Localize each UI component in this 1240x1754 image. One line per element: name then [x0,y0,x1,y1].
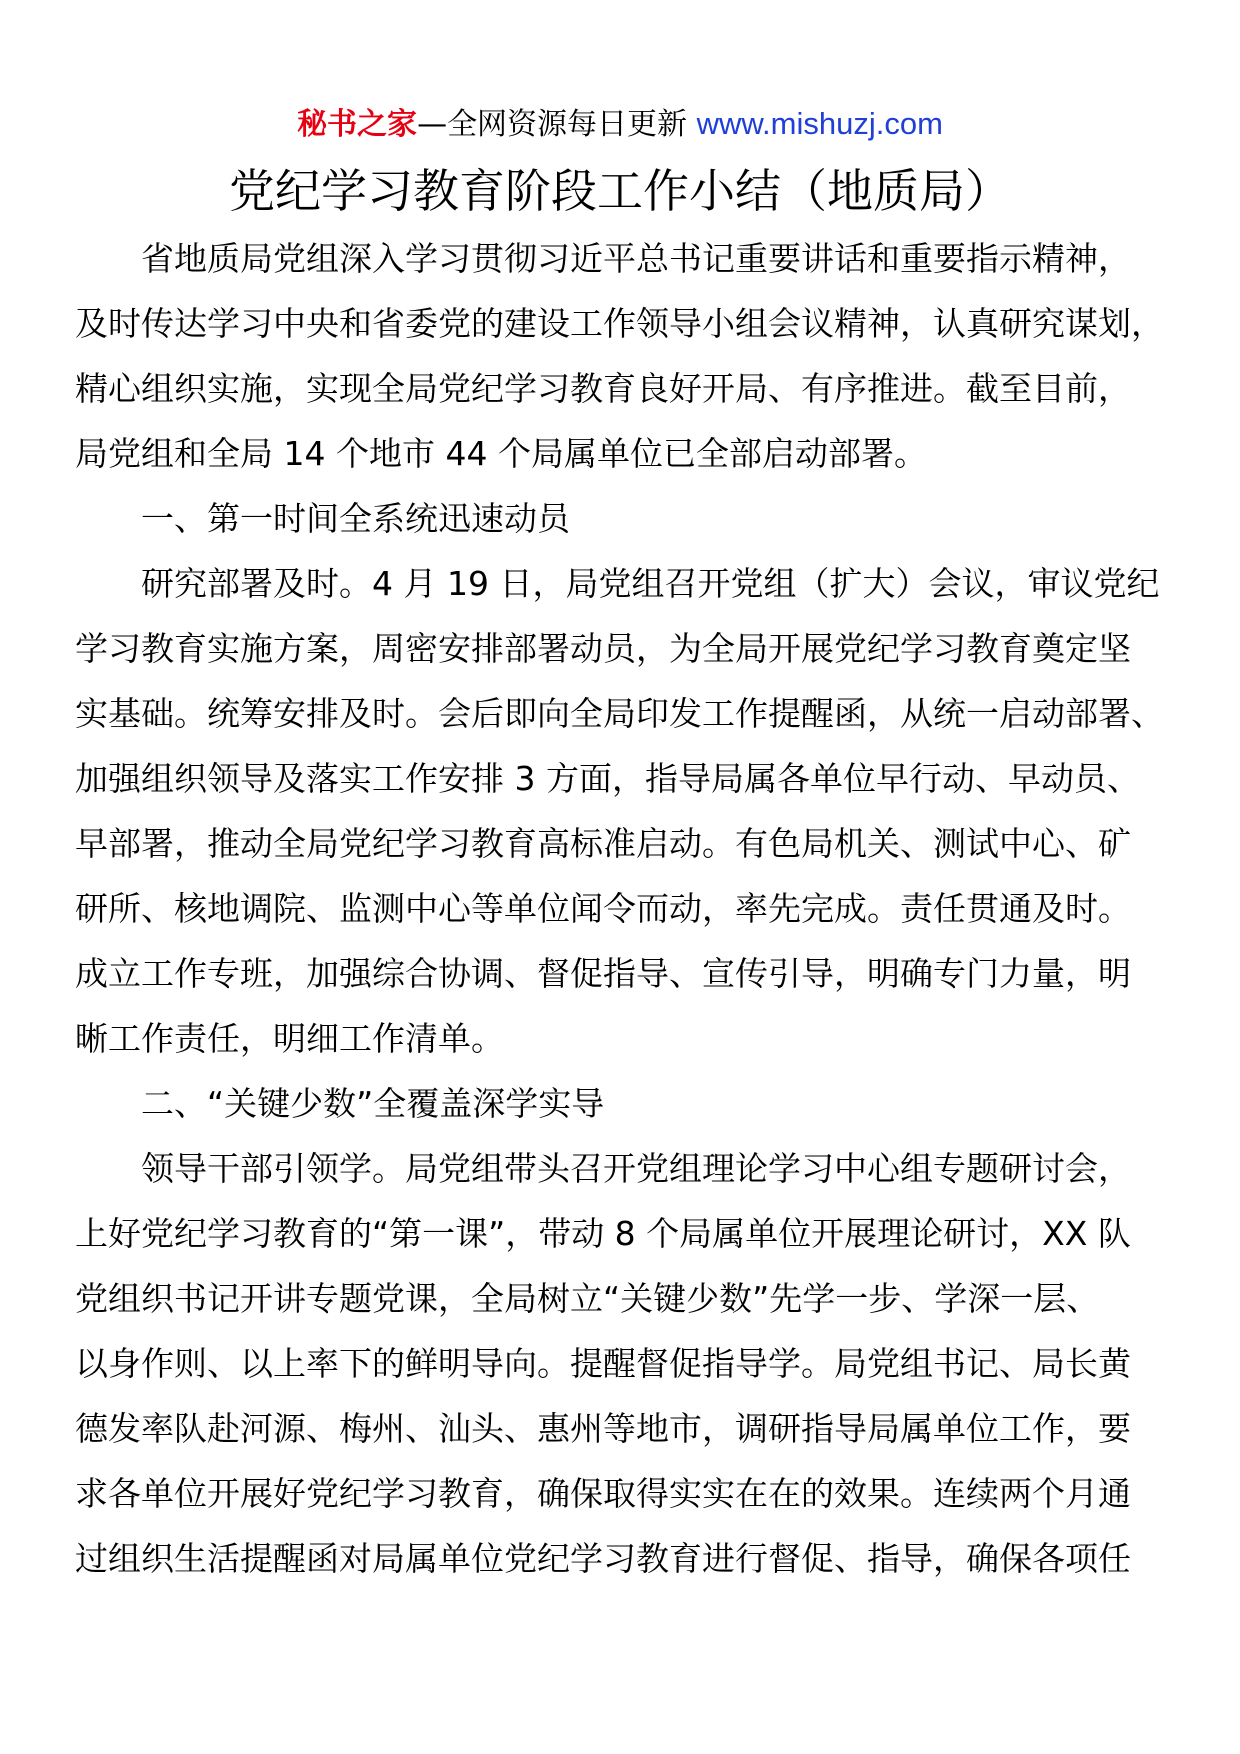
text-line: 求各单位开展好党纪学习教育，确保取得实实在在的效果。连续两个月通 [75,1474,1131,1513]
header-tagline: —全网资源每日更新 [417,107,697,142]
text-line: 晰工作责任，明细工作清单。 [75,1019,504,1058]
text-line: 过组织生活提醒函对局属单位党纪学习教育进行督促、指导，确保各项任 [75,1539,1131,1578]
text-line: 党组织书记开讲专题党课，全局树立“关键少数”先学一步、学深一层、 [75,1279,1100,1318]
text-line: 学习教育实施方案，周密安排部署动员，为全局开展党纪学习教育奠定坚 [75,629,1131,668]
text-line: 上好党纪学习教育的“第一课”，带动 8 个局属单位开展理论研讨，XX 队 [75,1214,1131,1253]
text-line: 实基础。统筹安排及时。会后即向全局印发工作提醒函，从统一启动部署、 [75,694,1164,733]
text-line: 早部署，推动全局党纪学习教育高标准启动。有色局机关、测试中心、矿 [75,824,1131,863]
text-line: 成立工作专班，加强综合协调、督促指导、宣传引导，明确专门力量，明 [75,954,1131,993]
text-line: 及时传达学习中央和省委党的建设工作领导小组会议精神，认真研究谋划， [75,304,1164,343]
text-line: 德发率队赴河源、梅州、汕头、惠州等地市，调研指导局属单位工作，要 [75,1409,1131,1448]
section-heading-2: 二、“关键少数”全覆盖深学实导 [141,1084,605,1123]
document-title: 党纪学习教育阶段工作小结（地质局） [229,164,1011,218]
text-line: 省地质局党组深入学习贯彻习近平总书记重要讲话和重要指示精神， [141,239,1131,278]
site-url-link[interactable]: www.mishuzj.com [696,106,943,141]
brand-name: 秘书之家 [297,107,418,142]
text-line: 加强组织领导及落实工作安排 3 方面，指导局属各单位早行动、早动员、 [75,759,1140,798]
text-line: 研所、核地调院、监测中心等单位闻令而动，率先完成。责任贯通及时。 [75,889,1131,928]
text-line: 以身作则、以上率下的鲜明导向。提醒督促指导学。局党组书记、局长黄 [75,1344,1131,1383]
text-line: 领导干部引领学。局党组带头召开党组理论学习中心组专题研讨会， [141,1149,1131,1188]
section-heading-1: 一、第一时间全系统迅速动员 [141,499,570,538]
text-line: 研究部署及时。4 月 19 日，局党组召开党组（扩大）会议，审议党纪 [141,564,1160,603]
text-line: 局党组和全局 14 个地市 44 个局属单位已全部启动部署。 [75,434,927,473]
document-body [75,226,1170,1591]
text-line: 精心组织实施，实现全局党纪学习教育良好开局、有序推进。截至目前， [75,369,1131,408]
site-header [0,102,1240,147]
